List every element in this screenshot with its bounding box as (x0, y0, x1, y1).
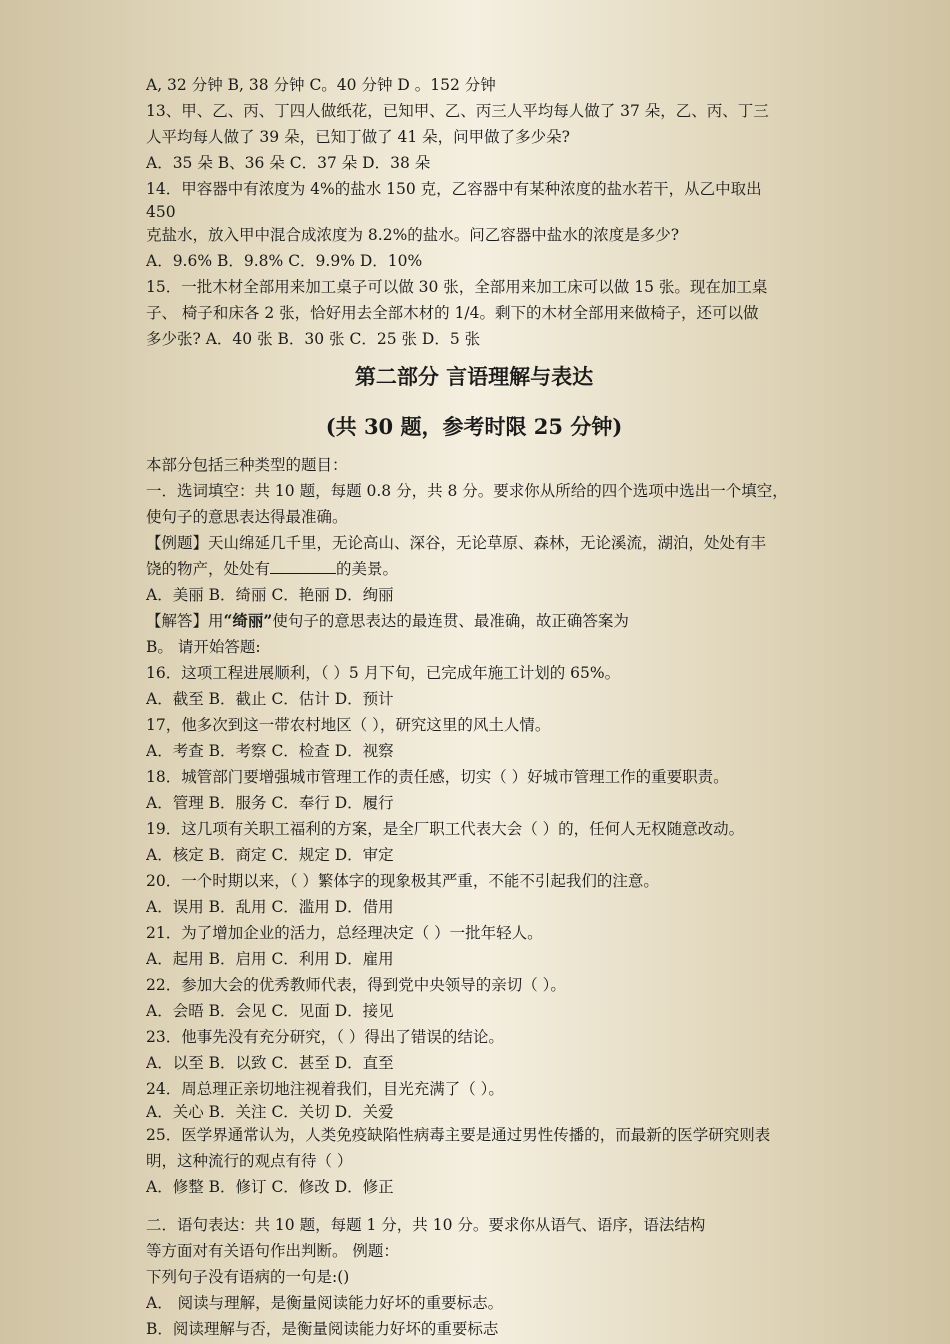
q15-text-2: 子、 椅子和床各 2 张，恰好用去全部木材的 1/4。剩下的木材全部用来做椅子，还可以做 (146, 304, 759, 322)
q14-text-2: 450 (146, 203, 176, 221)
answer-word: “绮丽” (223, 611, 273, 630)
example-text-2b: 的美景。 (336, 560, 399, 578)
example-options: A．美丽 B．绮丽 C．艳丽 D．绚丽 (146, 586, 394, 604)
spacer (146, 1200, 822, 1212)
q19-options: A．核定 B．商定 C．规定 D．审定 (146, 846, 394, 864)
part2-example-option-a: A． 阅读与理解，是衡量阅读能力好坏的重要标志。 (146, 1294, 504, 1312)
example-text-1: 【例题】天山绵延几千里，无论高山、深谷，无论草原、森林，无论溪流，湖泊，处处有丰 (146, 534, 767, 552)
q21-options: A．起用 B．启用 C．利用 D．雇用 (146, 950, 394, 968)
q23-text: 23．他事先没有充分研究，（ ）得出了错误的结论。 (146, 1028, 504, 1046)
q17-text: 17，他多次到这一带农村地区（ ），研究这里的风土人情。 (146, 716, 551, 734)
answer-suffix: 使句子的意思表达的最连贯、最准确，故正确答案为 (272, 612, 629, 630)
part2-example-option-b: B．阅读理解与否，是衡量阅读能力好坏的重要标志 (146, 1320, 499, 1338)
q17-options: A．考查 B．考察 C．检查 D．视察 (146, 742, 394, 760)
part1-instruction-1: 一．选词填空：共 10 题，每题 0.8 分，共 8 分。要求你从所给的四个选项中选出一个填空， (146, 482, 788, 500)
q13-text-2: 人平均每人做了 39 朵，已知丁做了 41 朵，问甲做了多少朵? (146, 128, 570, 146)
q15-text-3: 多少张? A．40 张 B．30 张 C．25 张 D．5 张 (146, 330, 481, 348)
q16-text: 16．这项工程进展顺利，（ ）5 月下旬，已完成年施工计划的 65%。 (146, 664, 621, 682)
q14-text-3: 克盐水，放入甲中混合成浓度为 8.2%的盐水。问乙容器中盐水的浓度是多少? (146, 226, 680, 244)
q20-options: A．误用 B．乱用 C．滥用 D．借用 (146, 898, 394, 916)
part1-instruction-2: 使句子的意思表达得最准确。 (146, 508, 348, 526)
part2-instruction-1: 二．语句表达：共 10 题，每题 1 分，共 10 分。要求你从语气、语序，语法结构 (146, 1216, 706, 1234)
q22-options: A．会晤 B．会见 C．见面 D．接见 (146, 1002, 394, 1020)
section-title: 第二部分 言语理解与表达 (354, 364, 594, 389)
q18-options: A．管理 B．服务 C．奉行 D．履行 (146, 794, 394, 812)
q25-text-2: 明，这种流行的观点有待（ ） (146, 1152, 353, 1170)
q22-text: 22．参加大会的优秀教师代表，得到党中央领导的亲切（ ）。 (146, 976, 566, 994)
answer-prefix: 【解答】用 (146, 612, 224, 630)
q21-text: 21．为了增加企业的活力，总经理决定（ ）一批年轻人。 (146, 924, 543, 942)
part2-instruction-2: 等方面对有关语句作出判断。 例题： (146, 1242, 399, 1260)
q25-options: A．修整 B．修订 C．修改 D．修正 (146, 1178, 394, 1196)
q12-options: A, 32 分钟 B, 38 分钟 C。40 分钟 D 。152 分钟 (146, 76, 496, 94)
section-subtitle: (共 30 题，参考时限 25 分钟) (325, 414, 623, 439)
example-answer-1 (146, 608, 822, 634)
q14-options: A．9.6% B．9.8% C．9.9% D．10% (146, 252, 423, 270)
q24-options: A．关心 B．关注 C．关切 D．关爱 (146, 1103, 394, 1121)
q24-text: 24．周总理正亲切地注视着我们，目光充满了（ ）。 (146, 1080, 504, 1098)
q13-options: A．35 朵 B、36 朵 C．37 朵 D．38 朵 (146, 154, 431, 172)
q14-text-1: 14．甲容器中有浓度为 4%的盐水 150 克，乙容器中有某种浓度的盐水若干，从乙中取出 (146, 180, 762, 198)
example-answer-2: B。 请开始答题: (146, 638, 261, 656)
q25-text-1: 25．医学界通常认为，人类免疫缺陷性病毒主要是通过男性传播的，而最新的医学研究则表 (146, 1126, 771, 1144)
part2-example-question: 下列句子没有语病的一句是:() (146, 1268, 350, 1286)
q15-text-1: 15．一批木材全部用来加工桌子可以做 30 张，全部用来加工床可以做 15 张。现在加工桌 (146, 278, 768, 296)
q13-text-1: 13、甲、乙、丙、丁四人做纸花，已知甲、乙、丙三人平均每人做了 37 朵，乙、丙、丁三 (146, 102, 769, 120)
fill-blank (270, 557, 336, 574)
q23-options: A．以至 B．以致 C．甚至 D．直至 (146, 1054, 394, 1072)
q20-text: 20．一个时期以来，（ ）繁体字的现象极其严重，不能不引起我们的注意。 (146, 872, 659, 890)
q16-options: A．截至 B．截止 C．估计 D．预计 (146, 690, 394, 708)
q19-text: 19．这几项有关职工福利的方案，是全厂职工代表大会（ ）的，任何人无权随意改动。 (146, 820, 745, 838)
section-intro: 本部分包括三种类型的题目： (146, 456, 348, 474)
q18-text: 18．城管部门要增强城市管理工作的责任感，切实（ ）好城市管理工作的重要职责。 (146, 768, 729, 786)
example-text-2a: 饶的物产，处处有 (146, 560, 271, 578)
example-text-2 (146, 556, 822, 582)
